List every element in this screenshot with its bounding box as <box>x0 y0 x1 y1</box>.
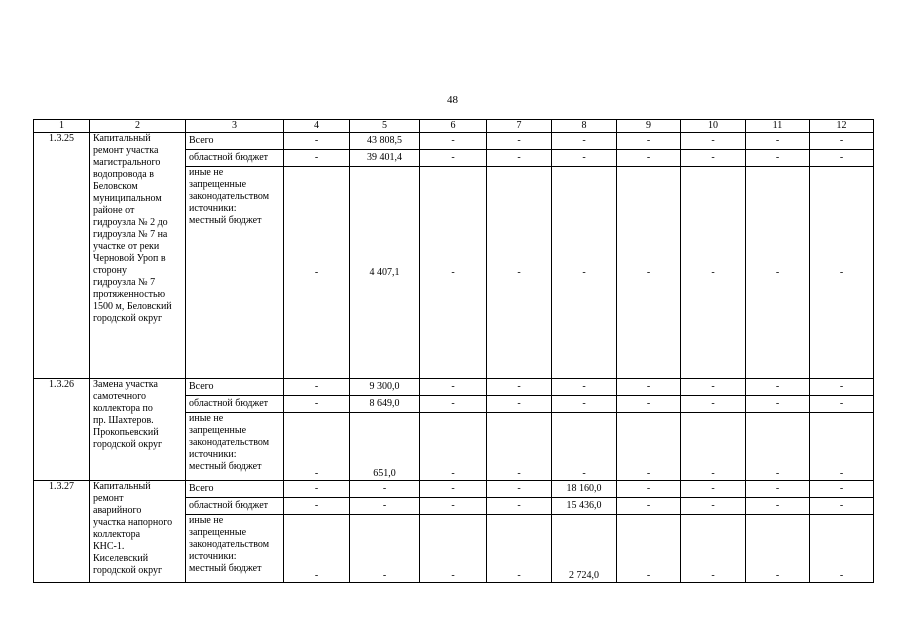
description-line: Киселевский <box>93 553 149 564</box>
source-label-line: законодательством <box>189 437 270 448</box>
description-line: Замена участка <box>93 379 158 390</box>
value-cell: 39 401,4 <box>350 150 420 167</box>
description-line: водопровода в <box>93 169 154 180</box>
value-cell: - <box>284 498 350 515</box>
table-row <box>34 379 874 396</box>
description-line: участка напорного <box>93 517 173 528</box>
source-label-line: иные не <box>189 515 224 526</box>
header-cell: 1 <box>34 120 90 133</box>
row-description <box>90 133 186 379</box>
value-cell: - <box>810 167 874 379</box>
description-line: Черновой Уроп в <box>93 253 166 264</box>
header-cell: 8 <box>552 120 617 133</box>
value-cell: - <box>284 413 350 481</box>
source-label-line: источники: <box>189 203 237 214</box>
value-cell: - <box>617 515 681 583</box>
description-line: ремонт участка <box>93 145 159 156</box>
description-line: гидроузла № 7 <box>93 277 156 288</box>
source-label-line: источники: <box>189 449 237 460</box>
value-cell: - <box>746 498 810 515</box>
source-label: областной бюджет <box>186 150 284 167</box>
source-label-line: запрещенные <box>189 179 247 190</box>
value-cell: - <box>284 379 350 396</box>
value-cell: - <box>420 481 487 498</box>
value-cell: - <box>681 379 746 396</box>
value-cell: 43 808,5 <box>350 133 420 150</box>
header-row <box>34 120 874 133</box>
value-cell: - <box>681 515 746 583</box>
value-cell: - <box>746 167 810 379</box>
description-line: самотечного <box>93 391 146 402</box>
value-cell: - <box>552 167 617 379</box>
value-cell: - <box>487 413 552 481</box>
description-line: Капитальный <box>93 481 151 492</box>
value-cell: - <box>746 133 810 150</box>
value-cell: - <box>487 167 552 379</box>
value-cell: - <box>681 498 746 515</box>
value-cell: 9 300,0 <box>350 379 420 396</box>
value-cell: - <box>284 150 350 167</box>
value-cell: - <box>487 150 552 167</box>
value-cell: 15 436,0 <box>552 498 617 515</box>
value-cell: - <box>487 396 552 413</box>
header-cell: 3 <box>186 120 284 133</box>
description-line: городской округ <box>93 439 163 450</box>
description-line: КНС-1. <box>93 541 125 552</box>
page-number: 48 <box>447 94 458 106</box>
value-cell: - <box>746 515 810 583</box>
value-cell: - <box>810 133 874 150</box>
value-cell: - <box>617 379 681 396</box>
source-label-line: источники: <box>189 551 237 562</box>
source-label: областной бюджет <box>186 498 284 515</box>
description-line: коллектора по <box>93 403 153 414</box>
value-cell: - <box>420 150 487 167</box>
description-line: 1500 м, Беловский <box>93 301 172 312</box>
source-label <box>186 167 284 379</box>
header-cell: 4 <box>284 120 350 133</box>
value-cell: - <box>552 396 617 413</box>
value-cell: - <box>350 498 420 515</box>
source-label-line: запрещенные <box>189 425 247 436</box>
value-cell: - <box>284 133 350 150</box>
value-cell: 18 160,0 <box>552 481 617 498</box>
value-cell: - <box>681 396 746 413</box>
value-cell: 2 724,0 <box>552 515 617 583</box>
source-label-line: иные не <box>189 413 224 424</box>
header-cell: 12 <box>810 120 874 133</box>
source-label: Всего <box>186 133 284 150</box>
row-description <box>90 379 186 481</box>
description-line: гидроузла № 2 до <box>93 217 168 228</box>
description-line: Беловском <box>93 181 138 192</box>
description-line: городской округ <box>93 565 163 576</box>
description-line: коллектора <box>93 529 141 540</box>
value-cell: - <box>617 481 681 498</box>
header-cell: 2 <box>90 120 186 133</box>
description-line: гидроузла № 7 на <box>93 229 168 240</box>
value-cell: - <box>746 413 810 481</box>
value-cell: - <box>617 167 681 379</box>
value-cell: - <box>552 379 617 396</box>
value-cell: - <box>810 379 874 396</box>
value-cell: - <box>420 133 487 150</box>
value-cell: - <box>810 396 874 413</box>
header-cell: 11 <box>746 120 810 133</box>
row-description <box>90 481 186 583</box>
row-id: 1.3.25 <box>34 133 90 379</box>
description-line: пр. Шахтеров. <box>93 415 154 426</box>
value-cell: 8 649,0 <box>350 396 420 413</box>
source-label-line: законодательством <box>189 191 270 202</box>
description-line: протяженностью <box>93 289 166 300</box>
value-cell: - <box>810 150 874 167</box>
value-cell: - <box>810 413 874 481</box>
value-cell: - <box>552 150 617 167</box>
value-cell: 651,0 <box>350 413 420 481</box>
row-id: 1.3.26 <box>34 379 90 481</box>
value-cell: - <box>350 515 420 583</box>
value-cell: - <box>552 413 617 481</box>
value-cell: - <box>350 481 420 498</box>
value-cell: - <box>746 379 810 396</box>
table-row <box>34 133 874 150</box>
value-cell: - <box>681 481 746 498</box>
header-cell: 6 <box>420 120 487 133</box>
value-cell: 4 407,1 <box>350 167 420 379</box>
table-row <box>34 481 874 498</box>
value-cell: - <box>681 150 746 167</box>
source-label-line: законодательством <box>189 539 270 550</box>
value-cell: - <box>487 515 552 583</box>
description-line: районе от <box>93 205 135 216</box>
value-cell: - <box>487 481 552 498</box>
value-cell: - <box>617 133 681 150</box>
description-line: аварийного <box>93 505 142 516</box>
value-cell: - <box>487 379 552 396</box>
value-cell: - <box>284 515 350 583</box>
value-cell: - <box>617 150 681 167</box>
source-label: Всего <box>186 379 284 396</box>
source-label-line: иные не <box>189 167 224 178</box>
value-cell: - <box>420 167 487 379</box>
description-line: городской округ <box>93 313 163 324</box>
budget-table <box>33 119 874 583</box>
source-label <box>186 413 284 481</box>
value-cell: - <box>284 396 350 413</box>
value-cell: - <box>746 150 810 167</box>
header-cell: 10 <box>681 120 746 133</box>
description-line: участке от реки <box>93 241 160 252</box>
value-cell: - <box>681 413 746 481</box>
description-line: ремонт <box>93 493 124 504</box>
description-line: Капитальный <box>93 133 151 144</box>
value-cell: - <box>810 481 874 498</box>
value-cell: - <box>746 481 810 498</box>
source-label-line: местный бюджет <box>189 215 262 226</box>
value-cell: - <box>681 167 746 379</box>
source-label: Всего <box>186 481 284 498</box>
value-cell: - <box>487 498 552 515</box>
value-cell: - <box>420 498 487 515</box>
source-label <box>186 515 284 583</box>
value-cell: - <box>420 379 487 396</box>
description-line: муниципальном <box>93 193 162 204</box>
source-label-line: местный бюджет <box>189 461 262 472</box>
value-cell: - <box>617 498 681 515</box>
description-line: магистрального <box>93 157 161 168</box>
source-label-line: местный бюджет <box>189 563 262 574</box>
value-cell: - <box>746 396 810 413</box>
value-cell: - <box>810 498 874 515</box>
source-label-line: запрещенные <box>189 527 247 538</box>
description-line: Прокопьевский <box>93 427 159 438</box>
description-line: сторону <box>93 265 128 276</box>
value-cell: - <box>487 133 552 150</box>
value-cell: - <box>810 515 874 583</box>
header-cell: 5 <box>350 120 420 133</box>
value-cell: - <box>552 133 617 150</box>
value-cell: - <box>617 413 681 481</box>
header-cell: 7 <box>487 120 552 133</box>
header-cell: 9 <box>617 120 681 133</box>
value-cell: - <box>420 396 487 413</box>
value-cell: - <box>681 133 746 150</box>
value-cell: - <box>284 167 350 379</box>
value-cell: - <box>420 515 487 583</box>
value-cell: - <box>284 481 350 498</box>
source-label: областной бюджет <box>186 396 284 413</box>
value-cell: - <box>617 396 681 413</box>
row-id: 1.3.27 <box>34 481 90 583</box>
value-cell: - <box>420 413 487 481</box>
